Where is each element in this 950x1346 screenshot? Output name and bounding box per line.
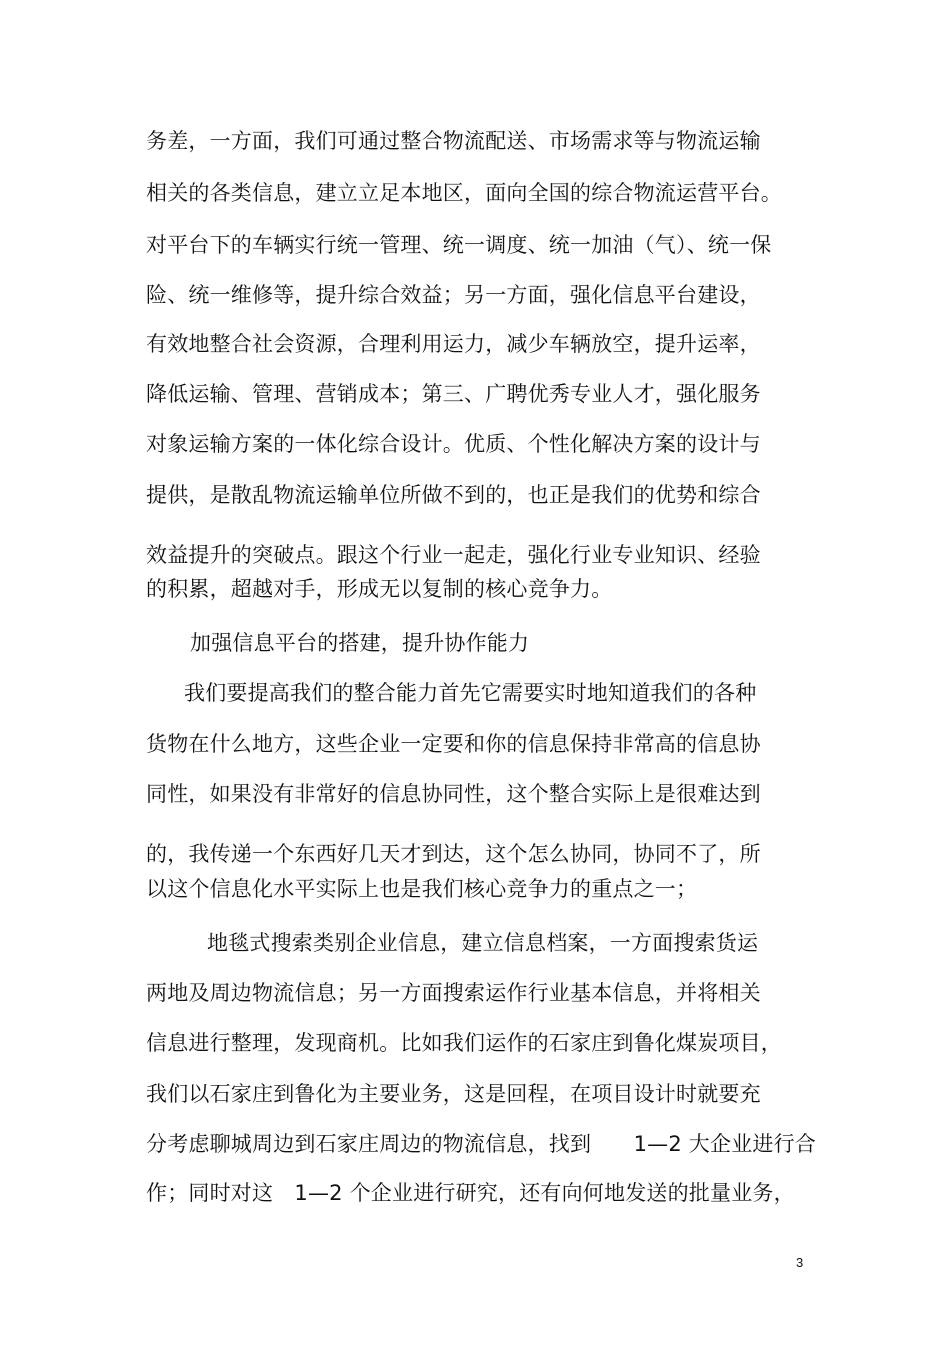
text-line: 险、统一维修等，提升综合效益；另一方面，强化信息平台建设， bbox=[146, 283, 761, 307]
text-line: 分考虑聊城周边到石家庄周边的物流信息，找到 1—2 大企业进行合 bbox=[146, 1132, 816, 1156]
text-line: 对象运输方案的一体化综合设计。优质、个性化解决方案的设计与 bbox=[146, 432, 761, 456]
text-line: 同性，如果没有非常好的信息协同性，这个整合实际上是很难达到 bbox=[146, 782, 761, 806]
text-line: 我们要提高我们的整合能力首先它需要实时地知道我们的各种 bbox=[184, 681, 757, 705]
text-line: 两地及周边物流信息；另一方面搜索运作行业基本信息，并将相关 bbox=[146, 981, 761, 1005]
text-line: 相关的各类信息，建立立足本地区，面向全国的综合物流运营平台。 bbox=[146, 181, 782, 205]
text-line: 的积累，超越对手，形成无以复制的核心竞争力。 bbox=[146, 577, 613, 601]
text-line: 地毯式搜索类别企业信息，建立信息档案，一方面搜索货运 bbox=[207, 931, 759, 955]
text-line: 效益提升的突破点。跟这个行业一起走，强化行业专业知识、经验 bbox=[146, 543, 761, 567]
text-line: 货物在什么地方，这些企业一定要和你的信息保持非常高的信息协 bbox=[146, 732, 761, 756]
text-line: 的，我传递一个东西好几天才到达，这个怎么协同，协同不了，所 bbox=[146, 842, 761, 866]
section-heading: 加强信息平台的搭建，提升协作能力 bbox=[190, 631, 530, 655]
text-line: 对平台下的车辆实行统一管理、统一调度、统一加油（气）、统一保 bbox=[146, 233, 772, 257]
page-number: 3 bbox=[796, 1255, 804, 1270]
text-line: 有效地整合社会资源，合理利用运力，减少车辆放空，提升运率， bbox=[146, 332, 761, 356]
text-line: 提供，是散乱物流运输单位所做不到的，也正是我们的优势和综合 bbox=[146, 483, 761, 507]
text-line: 降低运输、管理、营销成本；第三、广聘优秀专业人才，强化服务 bbox=[146, 382, 761, 406]
text-line: 以这个信息化水平实际上也是我们核心竞争力的重点之一； bbox=[146, 877, 698, 901]
text-line: 务差，一方面，我们可通过整合物流配送、市场需求等与物流运输 bbox=[146, 129, 761, 153]
text-line: 作；同时对这 1—2 个企业进行研究，还有向何地发送的批量业务， bbox=[146, 1181, 795, 1205]
text-line: 我们以石家庄到鲁化为主要业务，这是回程，在项目设计时就要充 bbox=[146, 1082, 761, 1106]
text-line: 信息进行整理，发现商机。比如我们运作的石家庄到鲁化煤炭项目， bbox=[146, 1031, 782, 1055]
